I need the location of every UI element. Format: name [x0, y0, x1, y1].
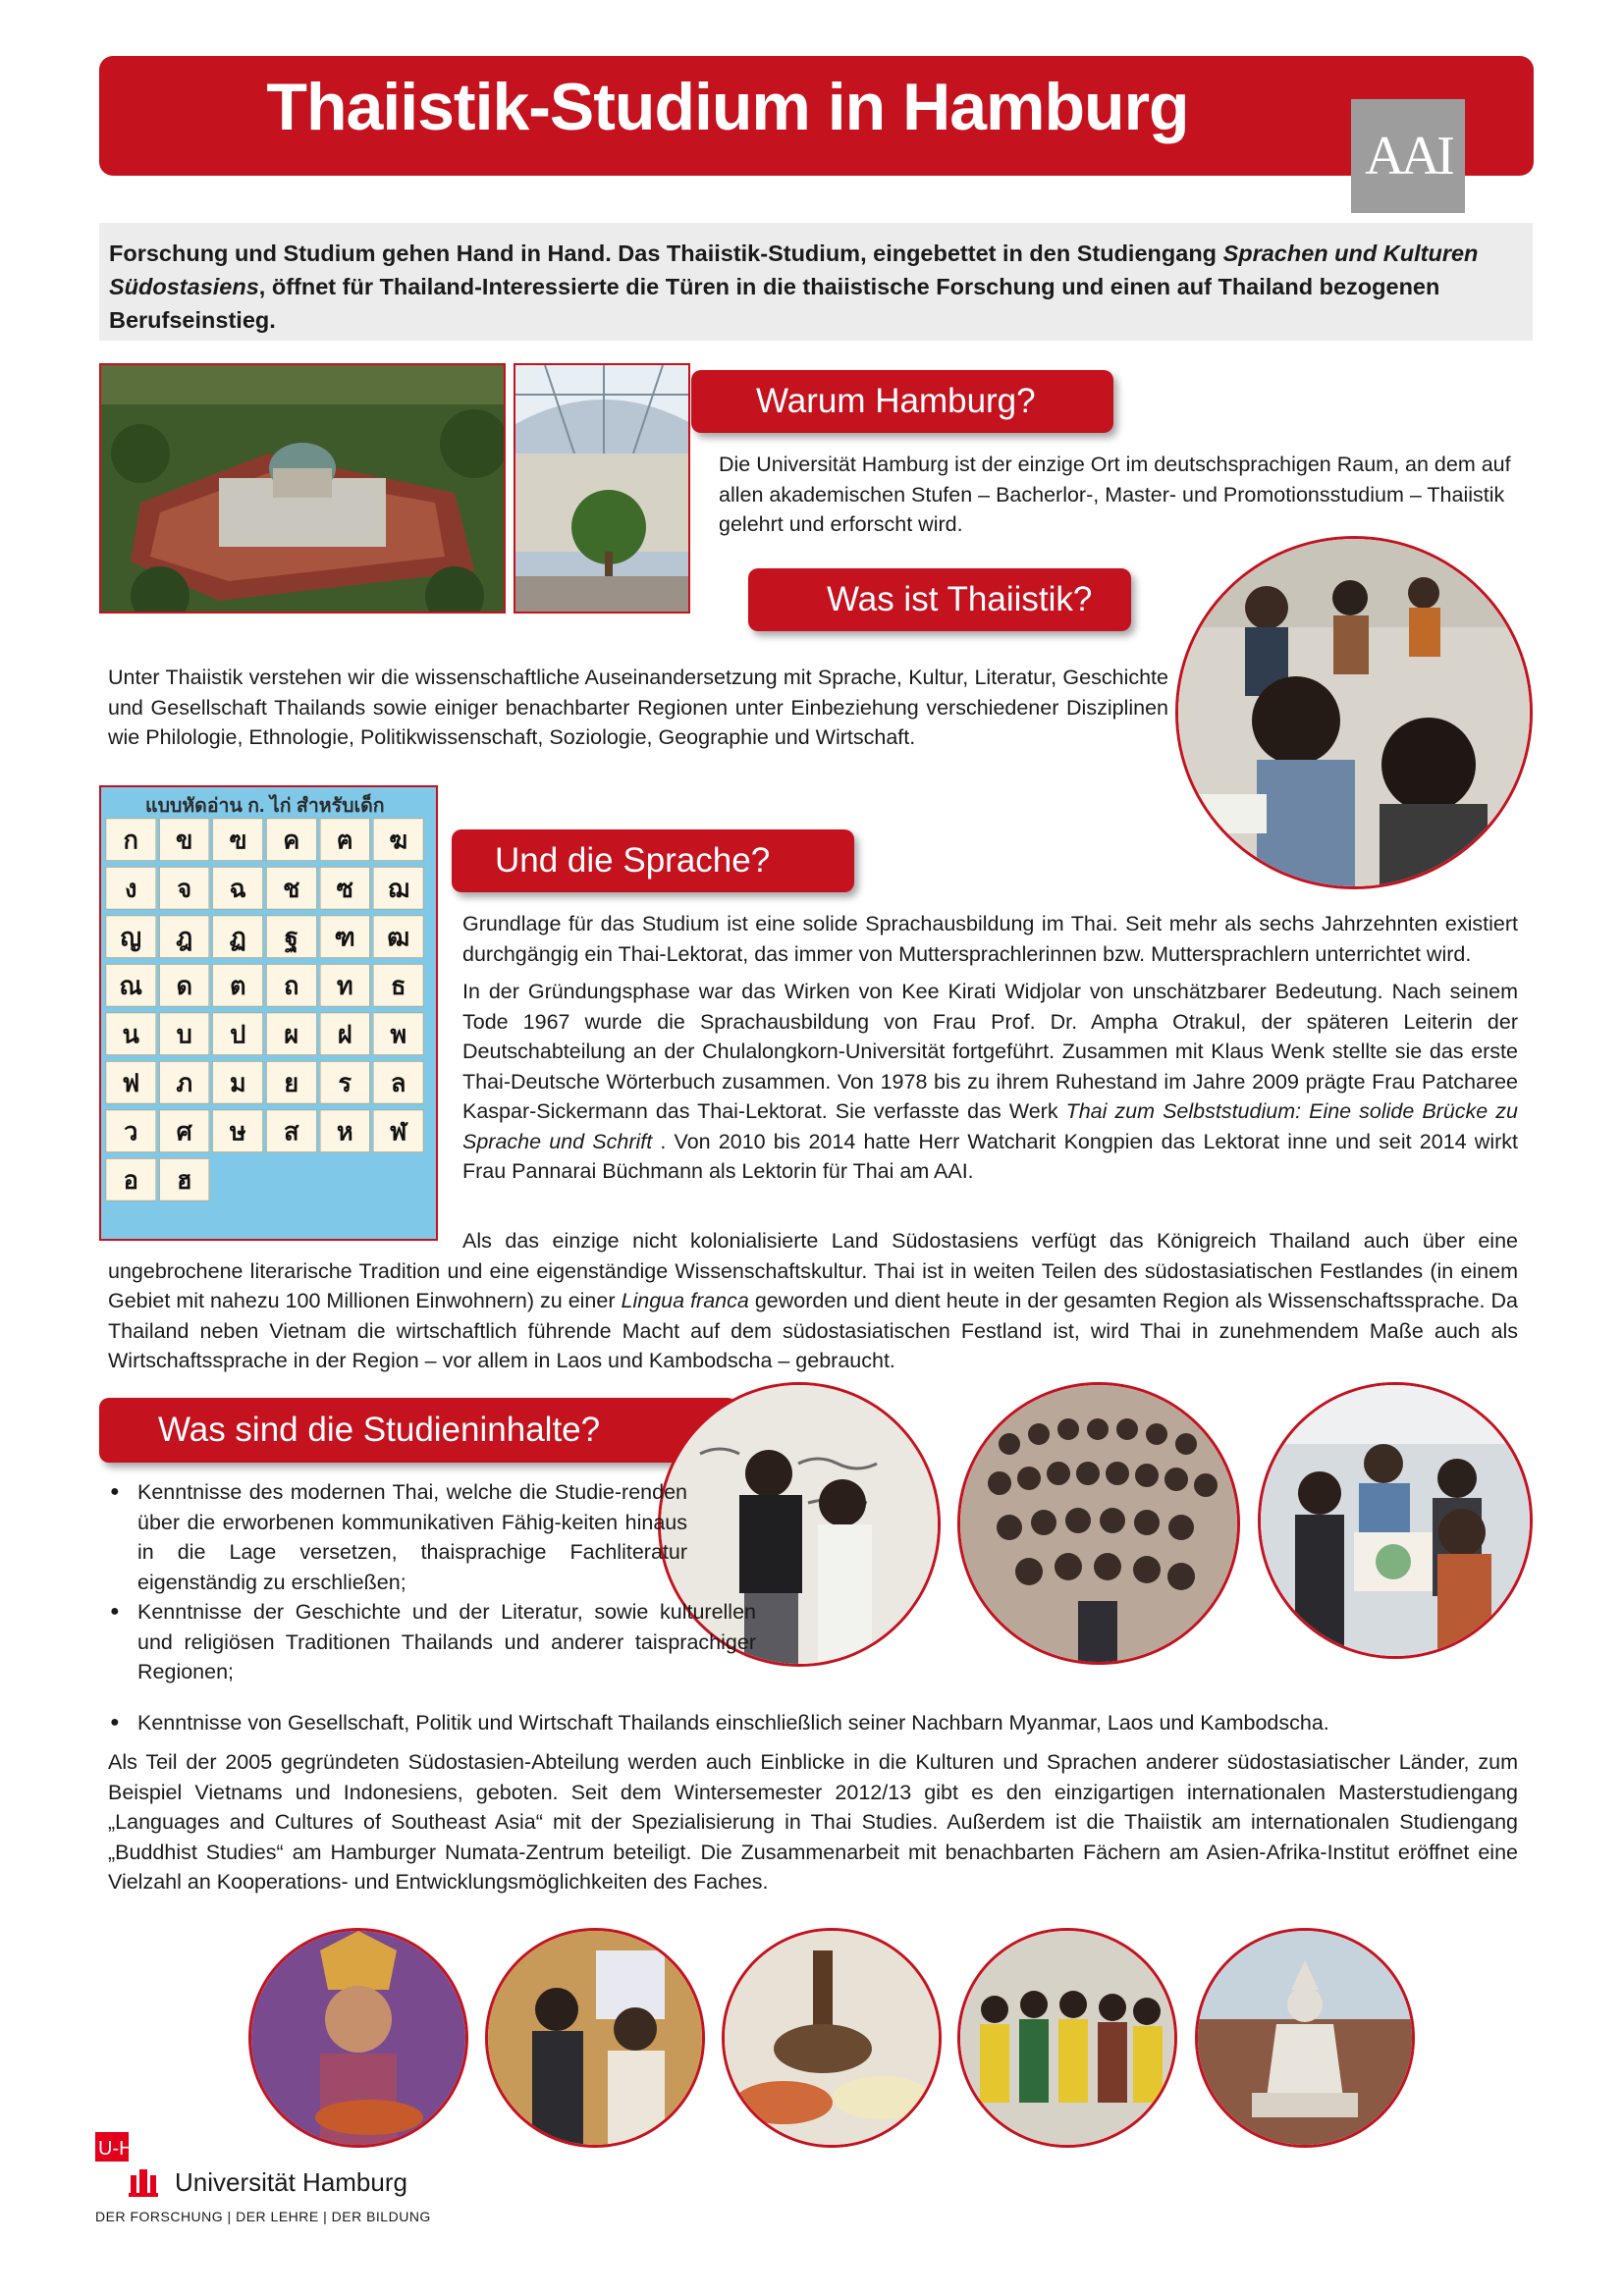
thai-letter-cell: ภ	[159, 1061, 210, 1104]
thai-letter-cell: ศ	[159, 1110, 210, 1153]
heading-warum-hamburg-label: Warum Hamburg?	[756, 382, 1036, 420]
thai-letter-cell: อ	[106, 1158, 156, 1201]
poster-presentation-illustration	[1261, 1385, 1530, 1656]
heading-was-ist-thaiistik	[748, 568, 1131, 631]
thai-letter-cell: บ	[159, 1013, 210, 1056]
sprache-paragraph-3b: geworden und dient heute in der gesamten Region als Wissenschaftssprache. Da Thailand neben Vietnam die wirtschaftlich führende Macht auf dem südostasiatischen Festland ist, wird Thai in zunehmendem Maße auch als Wirtschaftssprache in der Region – vor allem in Laos und Kambodscha – gebraucht.	[108, 1289, 1518, 1372]
thai-letter-cell: ส	[266, 1110, 317, 1153]
thai-letter-cell: ข	[159, 819, 210, 862]
thai-letter-cell: ด	[159, 964, 210, 1007]
thai-letter-cell: ช	[266, 867, 317, 910]
sprache-paragraph-2	[462, 977, 1518, 1187]
thai-letter-cell: ฉ	[212, 867, 262, 910]
thai-letter-cell: ฬ	[373, 1110, 423, 1153]
thai-letter-cell: ฮ	[159, 1158, 210, 1201]
thai-letter-cell: ฎ	[159, 916, 210, 959]
classroom-illustration	[1178, 539, 1530, 886]
intro-text-2: , öffnet für Thailand-Interessierte die Türen in die thaiistische Forschung und einen auf Thailand bezogenen Berufseinstieg.	[109, 274, 1440, 333]
thai-letter-cell: ล	[373, 1061, 423, 1104]
thai-letter-cell: ย	[266, 1061, 317, 1104]
sprache-paragraph-2a: In der Gründungsphase war das Wirken von Kee Kirati Widjolar von unschätzbarer Bedeutung. Nach seinem Tode 1967 wurde die Sprachausbildung von Frau Prof. Dr. Ampha Otrakul, der späteren Leiterin der Deutschabteilung an der Chulalongkorn-Universität fortgeführt. Zusammen mit Klaus Wenk stellte sie das erste Thai-Deutsche Wörterbuch zusammen. Von 1978 bis zu ihrem Ruhestand im Jahre 2009 prägte Frau Patcharee Kaspar-Sickermann das Thai-Lektorat. Sie verfasste das Werk	[462, 980, 1518, 1123]
thai-letter-cell: ฏ	[212, 916, 262, 959]
studieninhalte-paragraph: Als Teil der 2005 gegründeten Südostasien-Abteilung werden auch Einblicke in die Kulturen und Sprachen anderer südostasiatischer Länder, zum Beispiel Vietnams und Indonesiens, geboten. Seit dem Wintersemester 2012/13 gibt es den einzigartigen internationalen Masterstudiengang „Languages and Cultures of Southeast Asia“ mit der Spezialisierung in Thai Studies. Außerdem ist die Thaiistik am internationalen Studiengang „Buddhist Studies“ am Hamburger Numata-Zentrum beteiligt. Die Zusammenarbeit mit benachbarten Fächern am Asien-Afrika-Institut eröffnet eine Vielzahl an Kooperations- und Entwicklungsmöglichkeiten des Faches.	[108, 1750, 1518, 1894]
thai-alphabet-grid	[106, 819, 424, 1242]
thai-clothing-group-illustration	[960, 1931, 1174, 2145]
bullet-item-3	[108, 1708, 1518, 1738]
thai-letter-cell: ท	[319, 964, 370, 1007]
uhh-claim: DER FORSCHUNG | DER LEHRE | DER BILDUNG	[95, 2209, 431, 2224]
thai-letter-cell: พ	[373, 1013, 423, 1056]
warum-hamburg-text: Die Universität Hamburg ist der einzige Ort im deutschsprachigen Raum, an dem auf allen akademischen Stufen – Bacherlor-, Master- und Promotionsstudium – Thaiistik gelehrt und erforscht wird.	[719, 453, 1511, 536]
sprache-text-block	[462, 909, 1518, 1187]
thai-letter-cell: ฒ	[373, 916, 423, 959]
thai-letter-cell: ฌ	[373, 867, 423, 910]
thai-letter-cell: ณ	[106, 964, 156, 1007]
thai-letter-cell: ป	[212, 1013, 262, 1056]
thai-letter-cell: ธ	[373, 964, 423, 1007]
thai-letter-cell: ต	[212, 964, 262, 1007]
thai-letter-cell: ญ	[106, 916, 156, 959]
uhh-logo-mark-text: U-H	[98, 2138, 134, 2160]
campus-aerial-photo	[99, 363, 506, 614]
intro-text-1: Forschung und Studium gehen Hand in Hand. Das Thaiistik-Studium, eingebettet in den Studiengang	[109, 240, 1223, 266]
sprache-paragraph-1: Grundlage für das Studium ist eine solide Sprachausbildung im Thai. Seit mehr als sechs Jahrzehnten existiert durchgängig ein Thai-Lektorat, das immer von Muttersprachlerinnen bzw. Muttersprachlern unterrichtet wird.	[462, 912, 1518, 966]
heading-und-die-sprache-label: Und die Sprache?	[495, 841, 771, 880]
bullet-item-3-text: ● Kenntnisse von Gesellschaft, Politik und Wirtschaft Thailands einschließlich seiner Nachbarn Myanmar, Laos und Kambodscha.	[108, 1708, 1518, 1738]
thai-letter-cell: ฟ	[106, 1061, 156, 1104]
thai-alphabet-chart-title: แบบหัดอ่าน ก. ไก่ สำหรับเด็ก	[145, 793, 385, 817]
thai-letter-cell: ถ	[266, 964, 317, 1007]
thai-letter-cell: น	[106, 1013, 156, 1056]
thai-letter-cell: ม	[212, 1061, 262, 1104]
thai-letter-cell: ค	[266, 819, 317, 862]
thai-clothing-group-circle-photo	[957, 1928, 1177, 2148]
thai-letter-cell: ฐ	[266, 916, 317, 959]
thai-letter-cell: ก	[106, 819, 156, 862]
sprache-paragraph-2b: . Von 2010 bis 2014 hatte Herr Watcharit Kongpien das Lektorat inne und seit 2014 wirkt Frau Pannarai Büchmann als Lektorin für Thai am AAI.	[462, 1129, 1518, 1183]
thai-letter-cell: ว	[106, 1110, 156, 1153]
thai-letter-cell: จ	[159, 867, 210, 910]
heading-warum-hamburg	[691, 370, 1113, 433]
aai-logo-text: AAI	[1365, 126, 1451, 187]
students-greeting-circle-photo	[485, 1928, 705, 2148]
campus-aerial-illustration	[101, 365, 506, 614]
sprache-paragraph-3a: Als das einzige nicht kolonialisierte Land Südostasiens verfügt das Königreich Thailand auch über eine ungebrochene literarische Tradition und eine eigenständige Wissenschaftskultur. Thai ist in weiten Teilen des südostasiatischen Festlandes (in einem Gebiet mit nahezu 100 Millionen Einwohnern) zu einer	[108, 1229, 1518, 1312]
thai-alphabet-chart	[99, 785, 438, 1241]
thai-alphabet-chart-inner	[101, 787, 433, 1241]
thai-food-illustration	[725, 1931, 939, 2145]
thai-letter-cell: ฝ	[319, 1013, 370, 1056]
buddha-statue-illustration	[1198, 1931, 1412, 2145]
thai-letter-cell: ร	[319, 1061, 370, 1104]
thai-dancer-illustration	[251, 1931, 465, 2145]
atrium-photo	[514, 363, 690, 614]
lingua-franca-term: Lingua franca	[621, 1289, 749, 1312]
thai-food-circle-photo	[722, 1928, 942, 2148]
aai-logo	[1351, 99, 1465, 213]
group-illustration	[960, 1385, 1237, 1662]
intro-box	[99, 223, 1533, 341]
classroom-circle-photo	[1175, 536, 1533, 889]
thai-letter-cell: ฑ	[319, 916, 370, 959]
thai-letter-cell: ผ	[266, 1013, 317, 1056]
group-circle-photo	[957, 1382, 1240, 1665]
poster-presentation-circle-photo	[1258, 1382, 1533, 1659]
sprache-book-title: Thai zum Selbststudium: Eine solide Brücke zu Sprache und Schrift	[462, 1099, 1518, 1153]
intro-emphasis: Sprachen und Kulturen Südostasiens	[109, 240, 1479, 299]
thai-letter-cell: ฅ	[319, 819, 370, 862]
thai-letter-cell: ฆ	[373, 819, 423, 862]
thai-dancer-circle-photo	[248, 1928, 468, 2148]
was-ist-thaiistik-text: Unter Thaiistik verstehen wir die wissenschaftliche Auseinandersetzung mit Sprache, Kultur, Literatur, Geschichte und Gesellschaft Thailands sowie einiger benachbarter Regionen unter Einbeziehung verschiedener Disziplinen wie Philologie, Ethnologie, Politikwissenschaft, Soziologie, Geographie und Wirtschaft.	[108, 666, 1168, 749]
uhh-logo-mark	[95, 2132, 164, 2201]
uhh-logo-graphic	[95, 2132, 164, 2201]
thai-letter-cell: ง	[106, 867, 156, 910]
thai-letter-cell: ฃ	[212, 819, 262, 862]
buddha-statue-circle-photo	[1195, 1928, 1415, 2148]
heading-studieninhalte	[99, 1398, 737, 1463]
thai-letter-cell: ซ	[319, 867, 370, 910]
page-title: Thaiistik-Studium in Hamburg	[266, 70, 1189, 144]
bullet-item-1: ● Kenntnisse des modernen Thai, welche die Studie-renden über die erworbenen kommunikativen Fähig-keiten hinaus in die Lage versetzen, thaisprachige Fachliteratur eigenständig zu erschließen;	[108, 1477, 687, 1597]
studieninhalte-list-narrow	[108, 1477, 756, 1687]
students-greeting-illustration	[488, 1931, 702, 2145]
bullet-item-2: ● Kenntnisse der Geschichte und der Literatur, sowie kulturellen und religiösen Traditionen Thailands und anderer taisprachiger Regionen;	[108, 1597, 756, 1687]
heading-was-ist-thaiistik-label: Was ist Thaiistik?	[827, 580, 1093, 618]
heading-und-die-sprache	[452, 829, 854, 892]
thai-letter-cell: ษ	[212, 1110, 262, 1153]
thai-letter-cell: ห	[319, 1110, 370, 1153]
sprache-paragraph-3	[108, 1226, 1518, 1376]
atrium-illustration	[515, 365, 690, 614]
uhh-university-name: Universität Hamburg	[175, 2167, 407, 2197]
heading-studieninhalte-label: Was sind die Studieninhalte?	[158, 1411, 601, 1449]
